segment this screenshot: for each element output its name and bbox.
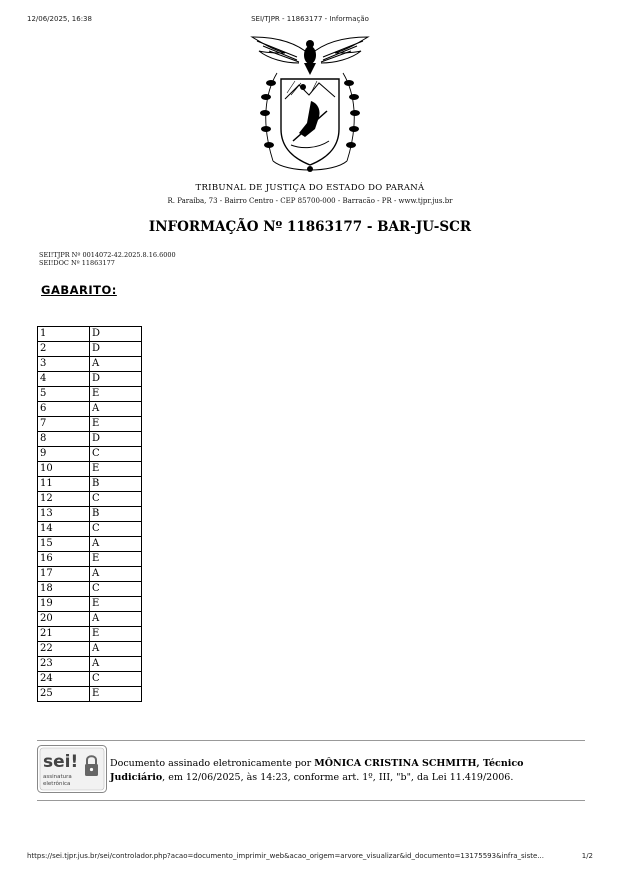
- question-number: 6: [38, 402, 90, 417]
- table-row: [38, 402, 142, 417]
- question-number: 22: [38, 642, 90, 657]
- document-title: INFORMAÇÃO Nº 11863177 - BAR-JU-SCR: [148, 219, 472, 235]
- answer-letter: D: [90, 327, 142, 342]
- question-number: 14: [38, 522, 90, 537]
- court-name: TRIBUNAL DE JUSTIÇA DO ESTADO DO PARANÁ: [195, 183, 425, 193]
- answer-letter: C: [90, 492, 142, 507]
- answer-letter: A: [90, 402, 142, 417]
- table-row: [38, 522, 142, 537]
- print-url: https://sei.tjpr.jus.br/sei/controlador.php?acao=documento_imprimir_web&acao_origem=arvore_visualizar&id_documento=13175593&infra_siste...: [27, 852, 545, 860]
- sei-logo-text: sei!: [43, 752, 79, 772]
- answer-letter: A: [90, 567, 142, 582]
- table-row: [38, 627, 142, 642]
- question-number: 4: [38, 372, 90, 387]
- table-row: [38, 417, 142, 432]
- question-number: 21: [38, 627, 90, 642]
- answer-letter: A: [90, 612, 142, 627]
- table-row: [38, 612, 142, 627]
- table-row: [38, 657, 142, 672]
- table-row: [38, 567, 142, 582]
- svg-text:eletrônica: eletrônica: [43, 781, 71, 787]
- answer-letter: A: [90, 357, 142, 372]
- table-row: [38, 552, 142, 567]
- court-address: R. Paraíba, 73 - Bairro Centro - CEP 85700-000 - Barracão - PR - www.tjpr.jus.br: [167, 197, 453, 205]
- answer-letter: C: [90, 522, 142, 537]
- answer-letter: E: [90, 597, 142, 612]
- question-number: 8: [38, 432, 90, 447]
- question-number: 11: [38, 477, 90, 492]
- answer-key-table: [37, 326, 142, 702]
- question-number: 19: [38, 597, 90, 612]
- answer-letter: D: [90, 372, 142, 387]
- answer-letter: A: [90, 657, 142, 672]
- print-datetime: 12/06/2025, 16:38: [27, 15, 92, 23]
- answer-letter: A: [90, 537, 142, 552]
- signature-prefix: Documento assinado eletronicamente por: [110, 758, 315, 769]
- table-row: [38, 492, 142, 507]
- table-row: [38, 507, 142, 522]
- table-row: [38, 477, 142, 492]
- answer-letter: E: [90, 462, 142, 477]
- print-page-title: SEI/TJPR - 11863177 - Informação: [251, 15, 369, 23]
- signature-statement: [110, 757, 580, 785]
- question-number: 16: [38, 552, 90, 567]
- question-number: 25: [38, 687, 90, 702]
- table-row: [38, 582, 142, 597]
- answer-letter: D: [90, 432, 142, 447]
- table-row: [38, 597, 142, 612]
- svg-text:assinatura: assinatura: [43, 774, 72, 780]
- question-number: 18: [38, 582, 90, 597]
- question-number: 10: [38, 462, 90, 477]
- question-number: 15: [38, 537, 90, 552]
- answer-letter: E: [90, 627, 142, 642]
- table-row: [38, 432, 142, 447]
- table-row: [38, 642, 142, 657]
- question-number: 13: [38, 507, 90, 522]
- answer-letter: E: [90, 552, 142, 567]
- question-number: 12: [38, 492, 90, 507]
- table-row: [38, 327, 142, 342]
- table-row: [38, 387, 142, 402]
- question-number: 5: [38, 387, 90, 402]
- answer-letter: B: [90, 477, 142, 492]
- signature-suffix: , em 12/06/2025, às 14:23, conforme art. 1º, III, "b", da Lei 11.419/2006.: [162, 772, 514, 783]
- answer-letter: E: [90, 417, 142, 432]
- question-number: 9: [38, 447, 90, 462]
- table-row: [38, 687, 142, 702]
- table-row: [38, 372, 142, 387]
- table-row: [38, 672, 142, 687]
- question-number: 7: [38, 417, 90, 432]
- divider: [37, 740, 585, 741]
- process-identifiers: [39, 251, 176, 267]
- answer-letter: E: [90, 387, 142, 402]
- answer-letter: A: [90, 642, 142, 657]
- answer-letter: B: [90, 507, 142, 522]
- table-row: [38, 357, 142, 372]
- table-row: [38, 447, 142, 462]
- seidoc-number: SEI!DOC Nº 11863177: [39, 259, 115, 267]
- answer-letter: C: [90, 582, 142, 597]
- question-number: 1: [38, 327, 90, 342]
- question-number: 23: [38, 657, 90, 672]
- table-row: [38, 342, 142, 357]
- section-label: GABARITO:: [41, 283, 117, 297]
- answer-letter: C: [90, 447, 142, 462]
- signer-name: MÔNICA CRISTINA SCHMITH, Técnico Judiciário: [110, 758, 524, 783]
- divider: [37, 800, 585, 801]
- answer-letter: C: [90, 672, 142, 687]
- question-number: 17: [38, 567, 90, 582]
- parana-coat-of-arms-icon: [247, 33, 373, 175]
- page-number: 1/2: [581, 852, 593, 860]
- answer-letter: D: [90, 342, 142, 357]
- question-number: 3: [38, 357, 90, 372]
- question-number: 2: [38, 342, 90, 357]
- print-header: [27, 15, 593, 25]
- table-row: [38, 462, 142, 477]
- question-number: 20: [38, 612, 90, 627]
- sei-signature-logo-icon: [37, 745, 107, 793]
- question-number: 24: [38, 672, 90, 687]
- answer-letter: E: [90, 687, 142, 702]
- table-row: [38, 537, 142, 552]
- process-number: SEI!TJPR Nº 0014072-42.2025.8.16.6000: [39, 251, 176, 259]
